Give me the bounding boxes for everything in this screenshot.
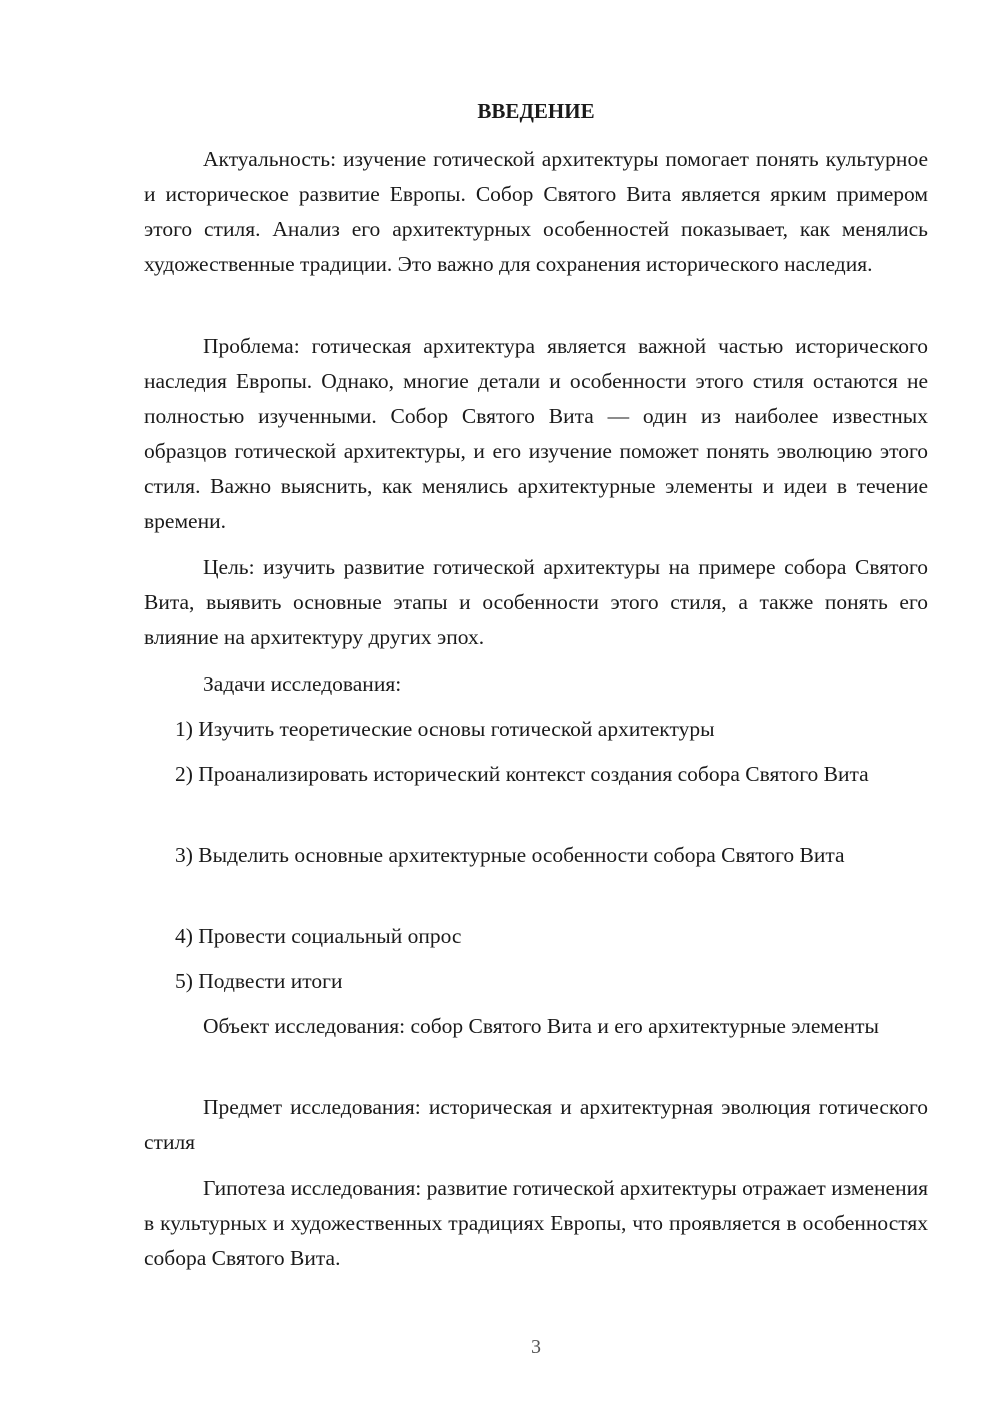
subject-paragraph: Предмет исследования: историческая и архитектурная эволюция готического стиля [144, 1095, 928, 1154]
relevance-paragraph: Актуальность: изучение готической архитектуры помогает понять культурное и историческое развитие Европы. Собор Святого Вита является ярким примером этого стиля. Анализ его архитектурных особенностей показывает, как менялись художественные традиции. Это важно для сохранения исторического наследия. [144, 147, 928, 276]
document-page [144, 0, 928, 1414]
task-item-3: 3) Выделить основные архитектурные особенности собора Святого Вита [175, 843, 845, 867]
object-paragraph: Объект исследования: собор Святого Вита и его архитектурные элементы [203, 1014, 879, 1038]
task-item-2: 2) Проанализировать исторический контекст создания собора Святого Вита [175, 762, 869, 786]
hypothesis-paragraph: Гипотеза исследования: развитие готической архитектуры отражает изменения в культурных и художественных традициях Европы, что проявляется в особенностях собора Святого Вита. [144, 1176, 928, 1270]
task-item-4: 4) Провести социальный опрос [175, 924, 462, 948]
task-item-5: 5) Подвести итоги [175, 969, 343, 993]
goal-paragraph: Цель: изучить развитие готической архитектуры на примере собора Святого Вита, выявить основные этапы и особенности этого стиля, а также понять его влияние на архитектуру других эпох. [144, 555, 928, 649]
tasks-heading: Задачи исследования: [203, 672, 402, 696]
section-title: ВВЕДЕНИЕ [477, 99, 595, 123]
page-number: 3 [531, 1336, 541, 1358]
problem-paragraph: Проблема: готическая архитектура является важной частью исторического наследия Европы. Однако, многие детали и особенности этого стиля остаются не полностью изученными. Собор Святого Вита — один из наиболее известных образцов готической архитектуры, и его изучение поможет понять эволюцию этого стиля. Важно выяснить, как менялись архитектурные элементы и идеи в течение времени. [144, 334, 928, 533]
task-item-1: 1) Изучить теоретические основы готической архитектуры [175, 717, 715, 741]
